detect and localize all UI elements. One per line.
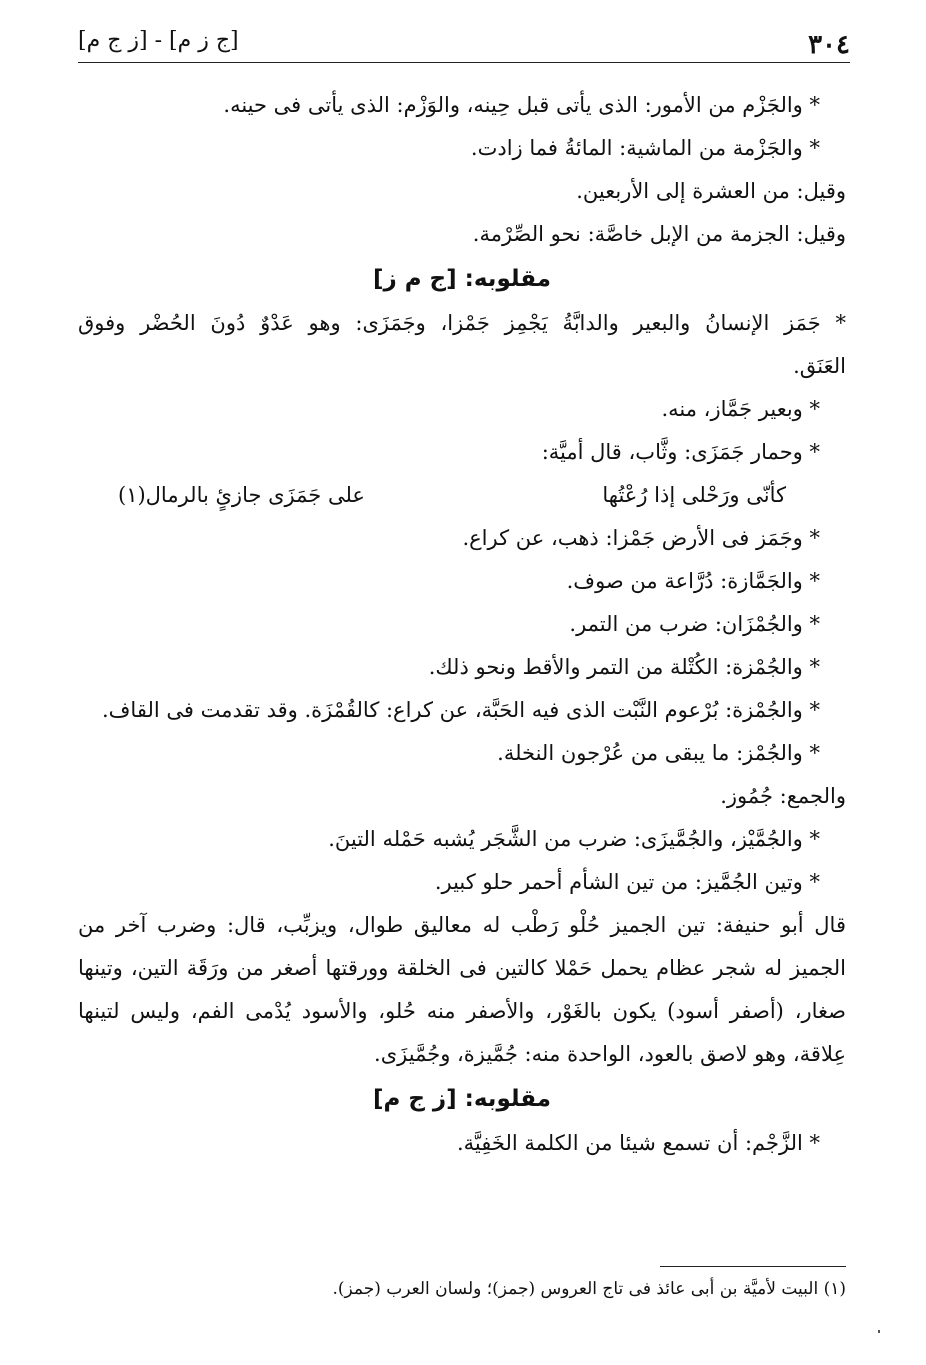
text-line: العَنَق.: [793, 354, 846, 378]
page-number: ٣٠٤: [808, 30, 850, 60]
text-line: * والجُمْزة: بُرْعوم النَّبْت الذى فيه الحَبَّة، عن كراع: كالقُمْزَة. وقد تقدمت فى القاف.: [101, 698, 820, 722]
poem-verse: [78, 474, 846, 517]
running-head: [ج ز م] - [ز ج م]: [78, 28, 239, 53]
verse-second-hemistich: على جَمَزَى جازئٍ بالرمال(١): [118, 483, 365, 507]
text-line: * والجَزْمة من الماشية: المائةُ فما زادت.: [470, 136, 820, 160]
text-line: * والجُمْز: ما يبقى من عُرْجون النخلة.: [497, 741, 820, 765]
verse-first-hemistich: كأنّى ورَحْلى إذا رُعْتُها: [602, 483, 786, 507]
text-line: * والجَزْم من الأمور: الذى يأتى قبل حِينه، والوَزْم: الذى يأتى فى حينه.: [223, 93, 820, 117]
text-line: وقيل: الجزمة من الإبل خاصَّة: نحو الصِّرْمة.: [472, 222, 846, 246]
text-line: * وحمار جَمَزَى: وثَّاب، قال أميَّة:: [541, 440, 820, 464]
text-line: * جَمَز الإنسانُ والبعير والدابَّةُ يَجْمِز جَمْزا، وجَمَزَى: وهو عَدْوٌ دُونَ الحُضْر وفوق: [78, 311, 846, 335]
page-header: [78, 22, 850, 63]
footnote-divider: [660, 1266, 846, 1267]
text-line: قال أبو حنيفة: تين الجميز حُلْو رَطْب له معاليق طوال، ويزبِّب، قال: وضرب آخر من: [78, 913, 846, 937]
text-line: وقيل: من العشرة إلى الأربعين.: [576, 179, 846, 203]
text-line: * الزَّجْم: أن تسمع شيئا من الكلمة الخَفِيَّة.: [457, 1131, 820, 1155]
section-heading: مقلوبه: [ج م ز]: [372, 266, 552, 292]
text-line: * والجُمْزة: الكُتْلة من التمر والأقط ونحو ذلك.: [428, 655, 820, 679]
text-line: * والجَمَّازة: دُرَّاعة من صوف.: [566, 569, 820, 593]
text-line: * والجُمْزَان: ضرب من التمر.: [569, 612, 820, 636]
section-heading: مقلوبه: [ز ج م]: [372, 1086, 552, 1112]
text-line: عِلاقة، وهو لاصق بالعود، الواحدة منه: جُمَّيزة، وجُمَّيزَى.: [374, 1042, 846, 1066]
text-line: والجمع: جُمُوز.: [720, 784, 846, 808]
text-line: صغار، (أصفر أسود) يكون بالغَوْر، والأصفر منه حُلو، والأسود يُدْمى الفم، وليس لتينها: [78, 999, 846, 1023]
text-line: * وتين الجُمَّيز: من تين الشأم أحمر حلو كبير.: [434, 870, 820, 894]
text-line: الجميز له شجر عظام يحمل حَمْلا كالتين فى الخلقة وورقتها أصغر من ورَقَة التين، وتينها: [78, 956, 846, 980]
text-line: * والجُمَّيْز، والجُمَّيزَى: ضرب من الشَّجَر يُشبه حَمْله التينَ.: [328, 827, 820, 851]
text-line: * وبعير جَمَّاز، منه.: [661, 397, 820, 421]
scan-speck: [878, 1330, 880, 1333]
footnote: (١) البيت لأميَّة بن أبى عائذ فى تاج العروس (جمز)؛ ولسان العرب (جمز).: [332, 1279, 846, 1299]
page-body: [78, 84, 846, 1165]
text-line: * وجَمَز فى الأرض جَمْزا: ذهب، عن كراع.: [462, 526, 820, 550]
